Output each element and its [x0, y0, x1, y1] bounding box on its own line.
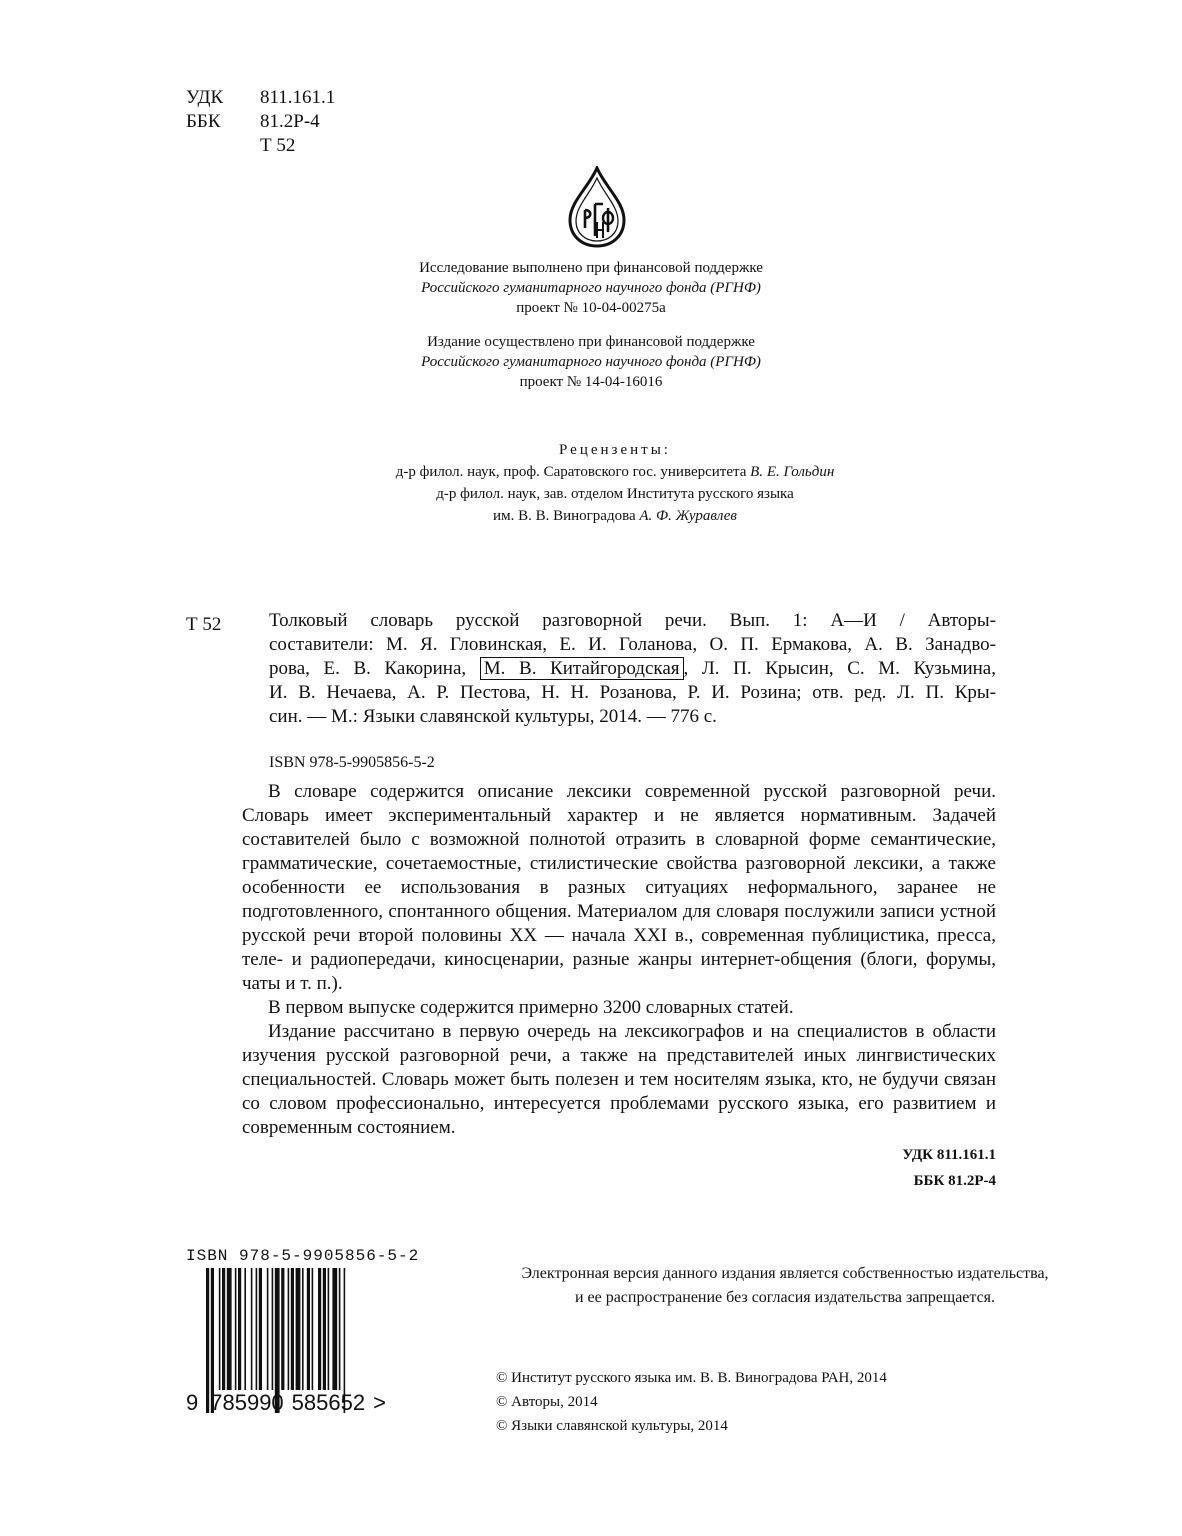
barcode-bar — [328, 1268, 330, 1390]
rgnf-logo-icon — [566, 166, 628, 248]
reviewers-heading: Рецензенты: — [559, 442, 671, 458]
bbk-label: ББК — [186, 111, 221, 132]
entry-mark: Т 52 — [186, 614, 222, 635]
barcode-bar — [323, 1268, 326, 1390]
barcode-bar — [312, 1268, 314, 1390]
barcode-bar — [296, 1268, 301, 1390]
abstract-paragraph: Издание рассчитано в первую очередь на лексикографов и на специалистов в области изучения русской разговорной речи, а также на представителей иных лингвистических специальностей. Словарь может быть полезен и тем носителям языка, кто, не будучи связан со словом профессионально, интересуется проблемами русского языка, его развитием и современным состоянием. — [242, 1021, 996, 1138]
barcode-digits: 9 785990 585652 > — [186, 1390, 386, 1415]
barcode-bar — [302, 1268, 304, 1390]
classification-codes — [186, 86, 335, 158]
author-mark: Т 52 — [260, 135, 296, 156]
abstract-paragraph: В словаре содержится описание лексики современной русской разговорной речи. Словарь имеет экспериментальный характер и не является нормативным. Задачей составителей было с возможной полнотой отразить в словарной форме семантические, грамматические, сочетаемостные, стилистические свойства разговорной лексики, а также особенности ее использования в разных ситуациях неформального, заранее не подготовленного, спонтанного общения. Материалом для словаря послужили записи устной русской речи второй половины XX — начала XXI в., современная публицистика, пресса, теле- и радиопередачи, киносценарии, разные жанры интернет-общения (блоги, форумы, чаты и т. п.). — [242, 781, 996, 994]
barcode-isbn-label: ISBN 978-5-9905856-5-2 — [186, 1247, 420, 1265]
isbn-text: ISBN 978-5-9905856-5-2 — [269, 754, 435, 771]
catalog-entry: Толковый словарь русской разговорной речи. Вып. 1: А—И / Авторы- составители: М. Я. Гловинская, Е. И. Голанова, О. П. Ермакова, А. В. Занадво- рова, Е. В. Какорина, М. В. Китайгородская , Л. П. Крысин, С. М. Кузьмина, И. В. Нечаева, А. Р. Пестова, Н. Н. Розанова, Р. И. Розина; отв. ред. Л. П. Кры- син. — М.: Языки славянской культуры, 2014. — 776 с. — [269, 610, 996, 727]
barcode-bar — [251, 1268, 253, 1390]
copyright-line: © Авторы, 2014 — [496, 1394, 598, 1410]
udk-label: УДК — [186, 87, 224, 108]
barcode-bar — [244, 1268, 246, 1390]
barcode-bar — [227, 1268, 232, 1390]
copyright-line: © Институт русского языка им. В. В. Виноградова РАН, 2014 — [496, 1370, 887, 1386]
barcode-bar — [222, 1268, 225, 1390]
abstract — [242, 780, 996, 1140]
electronic-notice: Электронная версия данного издания является собственностью издательства, и ее распространение без согласия издательства запрещается. — [521, 1265, 1049, 1306]
barcode-bar — [238, 1268, 241, 1390]
bbk-value: 81.2Р-4 — [260, 111, 320, 132]
barcode-bar — [272, 1268, 274, 1390]
barcode-bar — [318, 1268, 321, 1390]
barcode-bar — [332, 1268, 337, 1390]
barcode-bar — [219, 1268, 221, 1390]
barcode-bar — [307, 1268, 310, 1390]
highlighted-author: М. В. Китайгородская — [480, 657, 684, 680]
funding-block-1: Исследование выполнено при финансовой поддержке Российского гуманитарного научного фонда (РГНФ) проект № 10-04-00275а — [419, 260, 763, 316]
funding-block-2: Издание осуществлено при финансовой поддержке Российского гуманитарного научного фонда (РГНФ) проект № 14-04-16016 — [421, 334, 761, 390]
copyright-block — [496, 1366, 887, 1438]
barcode-bar — [339, 1268, 341, 1390]
copyright-line: © Языки славянской культуры, 2014 — [496, 1418, 728, 1434]
barcode-bar — [288, 1268, 290, 1390]
reviewers-block: Рецензенты: д-р филол. наук, проф. Саратовского гос. университета В. Е. Гольдин д-р филол. наук, зав. отделом Института русского языка им. В. В. Виноградова А. Ф. Журавлев — [0, 439, 1182, 527]
barcode-bar — [291, 1268, 294, 1390]
barcode-bar — [259, 1268, 262, 1390]
classification-right: УДК 811.161.1 ББК 81.2Р-4 — [902, 1147, 996, 1189]
reviewer-name: В. Е. Гольдин — [750, 464, 835, 480]
barcode-bar — [235, 1268, 237, 1390]
udk-value: 811.161.1 — [260, 87, 336, 108]
barcode-bar — [281, 1268, 284, 1390]
barcode-bar — [267, 1268, 269, 1390]
reviewer-name: А. Ф. Журавлев — [639, 508, 737, 524]
barcode-bar — [256, 1268, 258, 1390]
abstract-paragraph: В первом выпуске содержится примерно 3200 словарных статей. — [268, 997, 794, 1018]
